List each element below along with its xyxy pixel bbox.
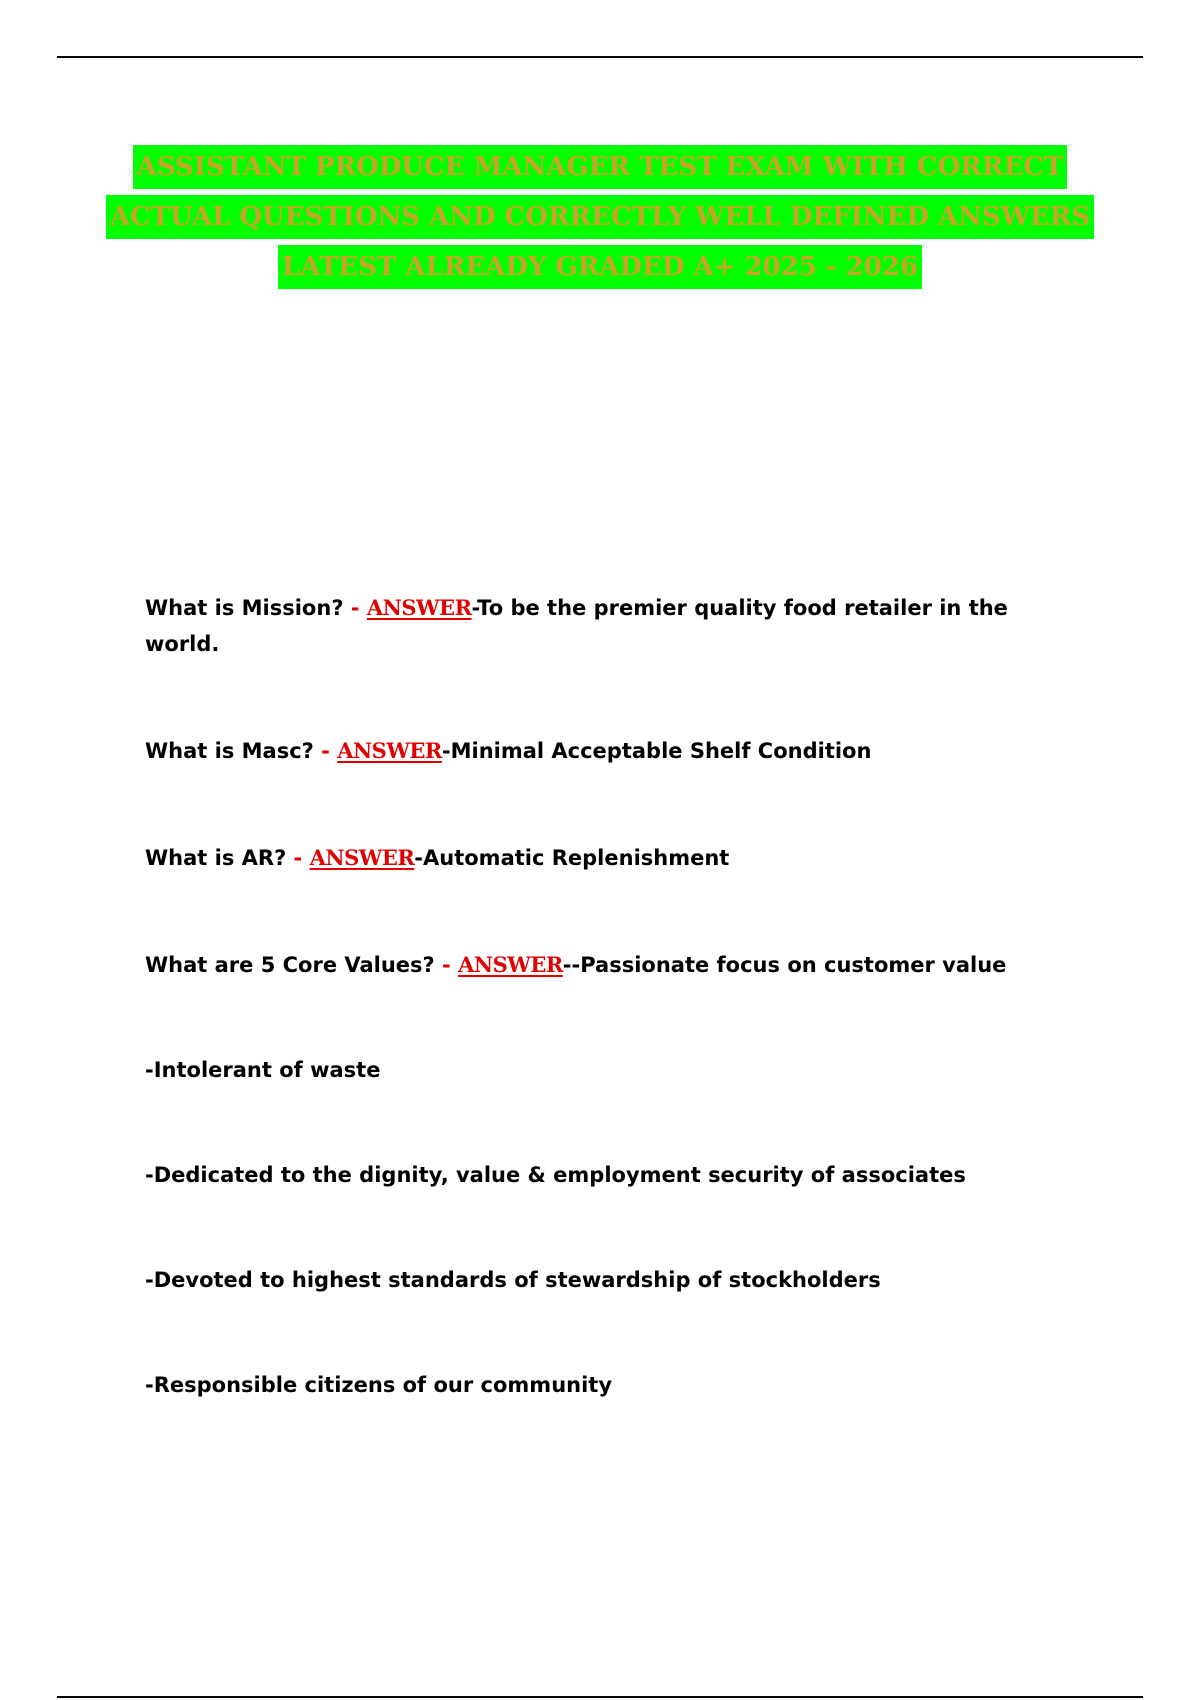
footer-rule xyxy=(57,1696,1143,1698)
answer-label: ANSWER xyxy=(309,845,415,870)
document-title xyxy=(100,145,1100,295)
core-value-line: -Intolerant of waste xyxy=(145,1058,381,1082)
question-text: What is Masc? xyxy=(145,739,314,763)
header-rule xyxy=(57,56,1143,58)
qa-item-core-values xyxy=(145,947,1045,983)
question-text: What is Mission? xyxy=(145,596,344,620)
title-line-3: LATEST ALREADY GRADED A+ 2025 - 2026 xyxy=(278,245,922,289)
title-line-2: ACTUAL QUESTIONS AND CORRECTLY WELL DEFINED ANSWERS xyxy=(106,195,1094,239)
answer-label: ANSWER xyxy=(337,738,442,763)
answer-text: --Passionate focus on customer value xyxy=(562,953,1007,977)
answer-text: -Minimal Acceptable Shelf Condition xyxy=(441,739,872,763)
answer-text: -To be the premier quality food retailer in the world. xyxy=(145,596,1008,656)
answer-label: ANSWER xyxy=(366,595,472,620)
question-text: What are 5 Core Values? xyxy=(145,953,435,977)
answer-separator: - xyxy=(286,846,310,870)
answer-separator: - xyxy=(434,953,459,977)
qa-item-masc xyxy=(145,733,1045,769)
question-text: What is AR? xyxy=(145,846,287,870)
answer-separator: - xyxy=(313,739,338,763)
core-value-line: -Dedicated to the dignity, value & employment security of associates xyxy=(145,1163,966,1187)
core-value-line: -Devoted to highest standards of stewardship of stockholders xyxy=(145,1268,881,1292)
answer-separator: - xyxy=(343,596,367,620)
answer-label: ANSWER xyxy=(458,952,563,977)
title-line-1: ASSISTANT PRODUCE MANAGER TEST EXAM WITH CORRECT xyxy=(133,145,1068,189)
core-value-line: -Responsible citizens of our community xyxy=(145,1373,613,1397)
qa-item-mission xyxy=(145,590,1045,662)
answer-text: -Automatic Replenishment xyxy=(414,846,730,870)
qa-item-ar xyxy=(145,840,1045,876)
